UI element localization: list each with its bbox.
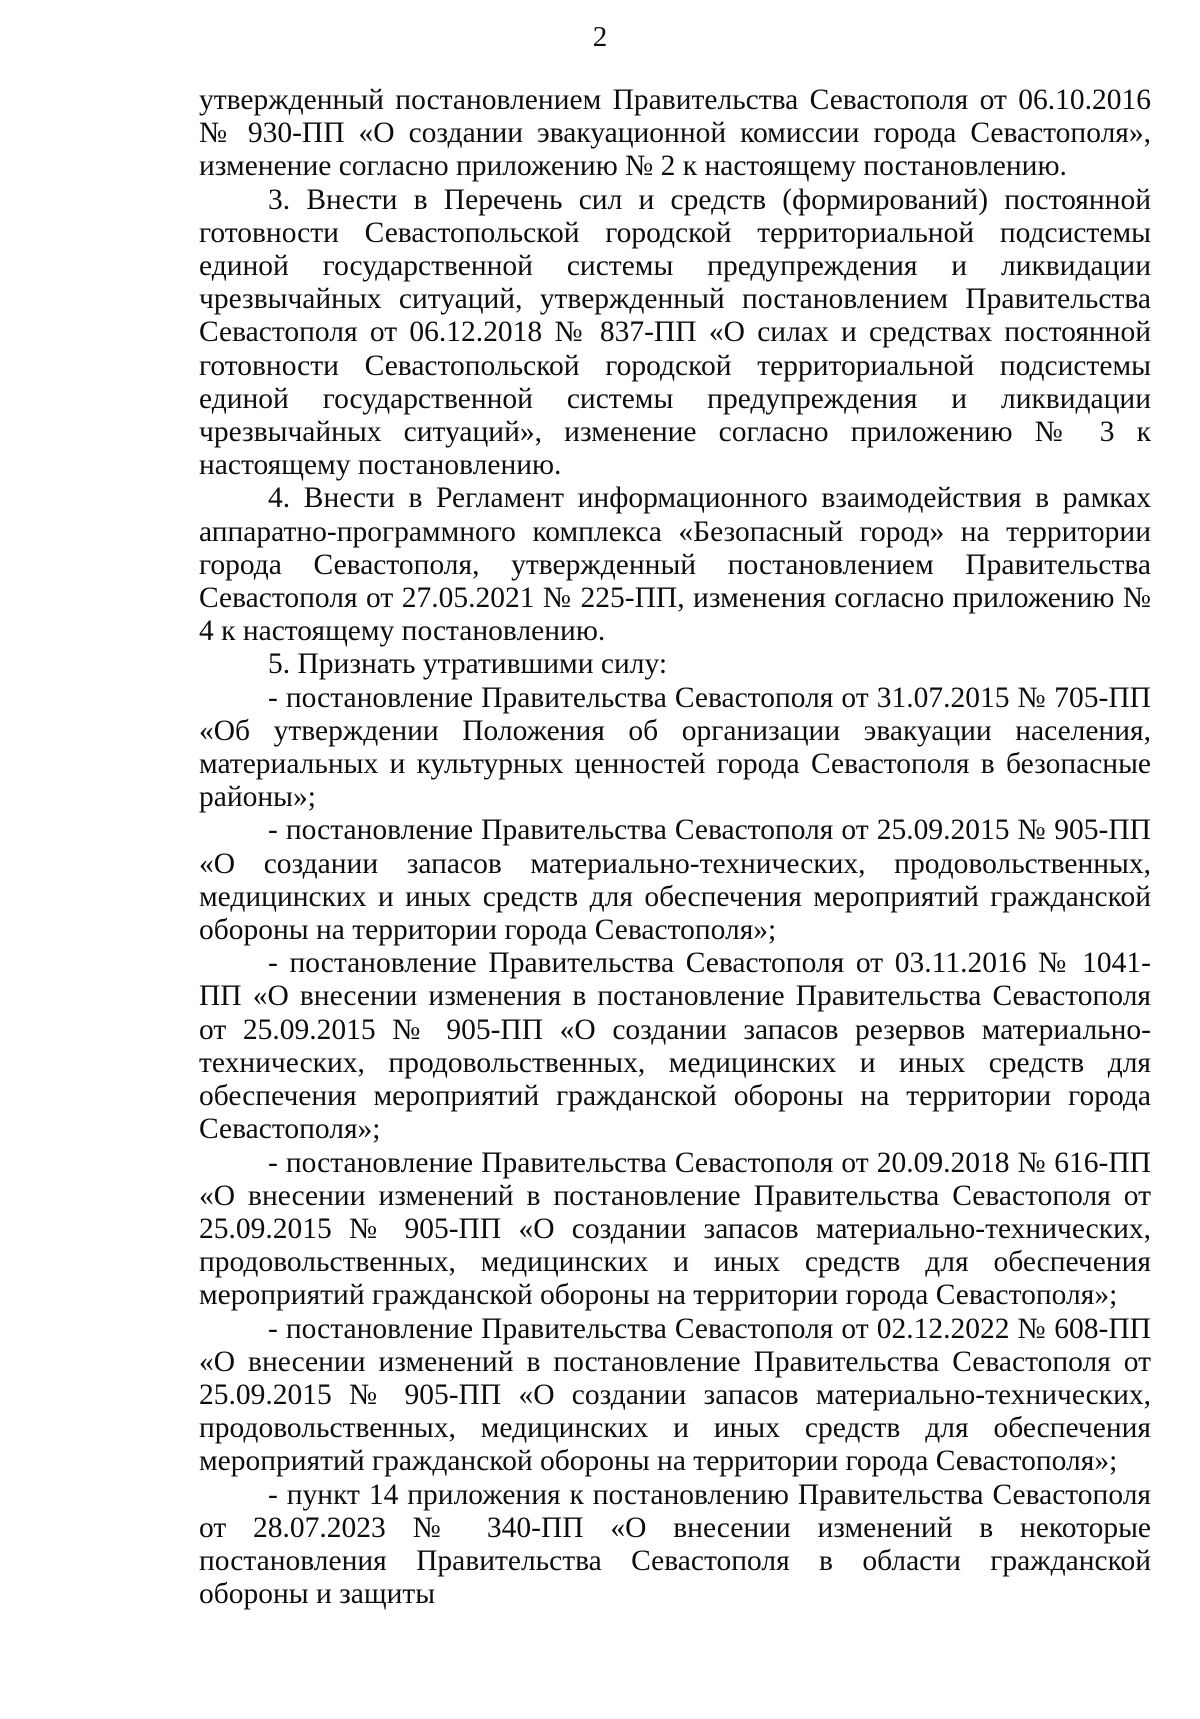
list-item-decree-905: - постановление Правительства Севастополя от 25.09.2015 № 905-ПП «О создании запасов материально-технических, продовольственных, медицинских и иных средств для обеспечения мероприятий гражданской обороны на территории города Севастополя»;: [199, 814, 1151, 947]
paragraph-item-4: 4. Внести в Регламент информационного взаимодействия в рамках аппаратно-программного комплекса «Безопасный город» на территории города Севастополя, утвержденный постановлением Правительства Севастополя от 27.05.2021 № 225-ПП, изменения согласно приложению № 4 к настоящему постановлению.: [199, 482, 1151, 648]
paragraph-item-3: 3. Внести в Перечень сил и средств (формирований) постоянной готовности Севастопольской городской территориальной подсистемы единой государственной системы предупреждения и ликвидации чрезвычайных ситуаций, утвержденный постановлением Правительства Севастополя от 06.12.2018 № 837-ПП «О силах и средствах постоянной готовности Севастопольской городской территориальной подсистемы единой государственной системы предупреждения и ликвидации чрезвычайных ситуаций», изменение согласно приложению № 3 к настоящему постановлению.: [199, 183, 1151, 482]
list-item-decree-340: - пункт 14 приложения к постановлению Правительства Севастополя от 28.07.2023 № 340-ПП «О внесении изменений в некоторые постановления Правительства Севастополя в области гражданской обороны и защиты: [199, 1478, 1151, 1611]
document-body: [199, 84, 1151, 1611]
list-item-decree-1041: - постановление Правительства Севастополя от 03.11.2016 № 1041-ПП «О внесении изменения в постановление Правительства Севастополя от 25.09.2015 № 905-ПП «О создании запасов резервов материально-технических, продовольственных, медицинских и иных средств для обеспечения мероприятий гражданской обороны на территории города Севастополя»;: [199, 947, 1151, 1146]
page-number: 2: [592, 21, 608, 53]
list-item-decree-608: - постановление Правительства Севастополя от 02.12.2022 № 608-ПП «О внесении изменений в постановление Правительства Севастополя от 25.09.2015 № 905-ПП «О создании запасов материально-технических, продовольственных, медицинских и иных средств для обеспечения мероприятий гражданской обороны на территории города Севастополя»;: [199, 1312, 1151, 1478]
list-item-decree-616: - постановление Правительства Севастополя от 20.09.2018 № 616-ПП «О внесении изменений в постановление Правительства Севастополя от 25.09.2015 № 905-ПП «О создании запасов материально-технических, продовольственных, медицинских и иных средств для обеспечения мероприятий гражданской обороны на территории города Севастополя»;: [199, 1146, 1151, 1312]
paragraph-approved-decree: утвержденный постановлением Правительства Севастополя от 06.10.2016 № 930-ПП «О создании эвакуационной комиссии города Севастополя», изменение согласно приложению № 2 к настоящему постановлению.: [199, 84, 1151, 183]
paragraph-item-5: 5. Признать утратившими силу:: [268, 648, 668, 681]
list-item-decree-705: - постановление Правительства Севастополя от 31.07.2015 № 705-ПП «Об утверждении Положения об организации эвакуации населения, материальных и культурных ценностей города Севастополя в безопасные районы»;: [199, 681, 1151, 814]
